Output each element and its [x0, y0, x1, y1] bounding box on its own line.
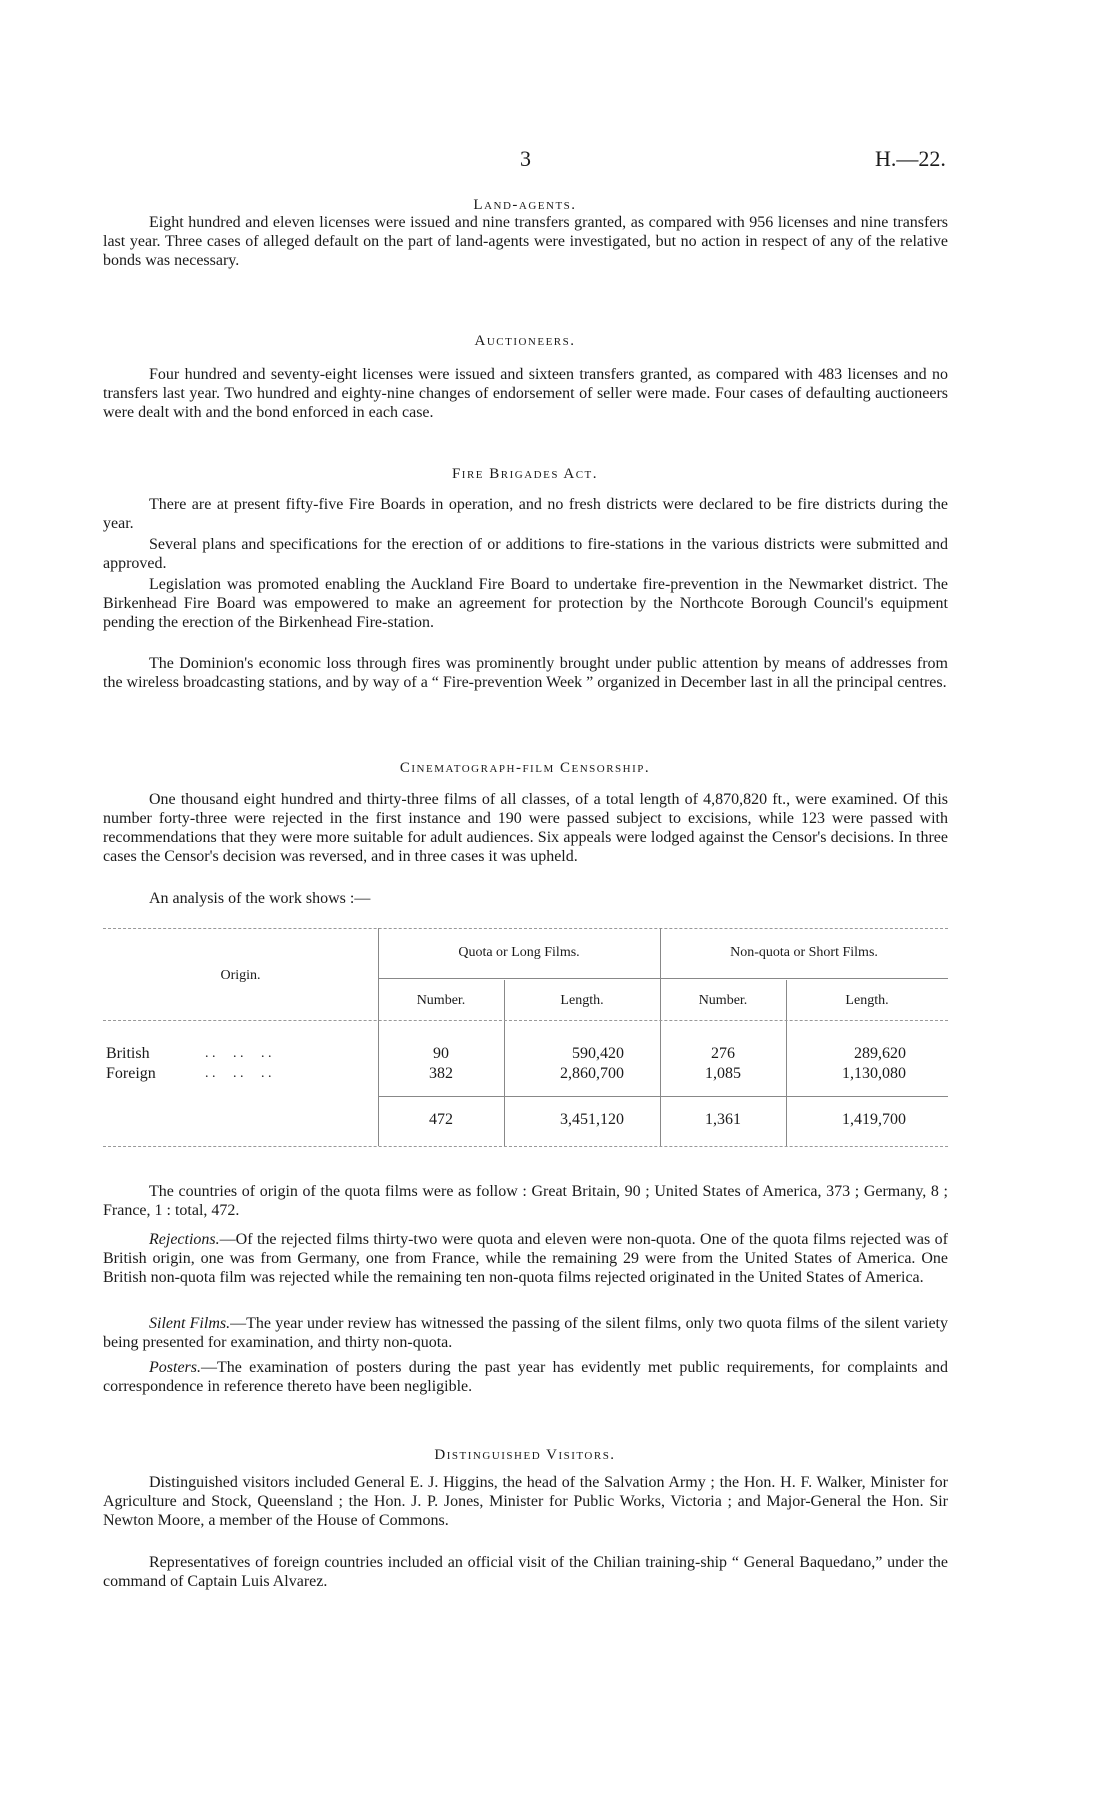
paragraph: Posters.—The examination of posters during the past year has evidently met public requirements, for complaints and correspondence in reference thereto have been negligible. — [103, 1359, 948, 1395]
paragraph: There are at present fifty-five Fire Boards in operation, and no fresh districts were declared to be fire districts during the year. — [103, 496, 948, 532]
table-total-quota-number: 472 — [429, 1111, 453, 1128]
section-heading-visitors: Distinguished Visitors. — [434, 1447, 616, 1463]
paragraph: One thousand eight hundred and thirty-three films of all classes, of a total length of 4,870,820 ft., were examined. Of this number forty-three were rejected in the first instance and 190 were passed subject to excisions, while 123 were passed with recommendations that they were more suitable for adult audiences. Six appeals were lodged against the Censor's decisions. In three cases the Censor's decision was reversed, and in three cases it was upheld. — [103, 791, 948, 865]
table-subheader-rule — [378, 978, 948, 979]
document-reference: H.—22. — [875, 146, 946, 171]
table-cell-origin: British — [106, 1045, 150, 1062]
table-header-origin: Origin. — [220, 968, 261, 983]
table-cell-quota-number: 90 — [433, 1045, 449, 1062]
table-leader-dots: . . . . . . — [205, 1066, 272, 1081]
page-number: 3 — [520, 146, 531, 171]
paragraph: Legislation was promoted enabling the Auckland Fire Board to undertake fire-prevention in the Newmarket district. The Birkenhead Fire Board was empowered to make an agreement for protection by the Northcote Borough Council's equipment pending the erection of the Birkenhead Fire-station. — [103, 576, 948, 631]
section-heading-censorship: Cinematograph-film Censorship. — [399, 760, 651, 776]
table-total-rule — [378, 1096, 948, 1097]
table-cell-quota-length: 590,420 — [572, 1045, 624, 1062]
section-heading-fire-brigades: Fire Brigades Act. — [451, 466, 599, 482]
table-cell-quota-length: 2,860,700 — [560, 1065, 624, 1082]
table-header-length: Length. — [845, 993, 889, 1008]
table-cell-nonquota-number: 1,085 — [705, 1065, 741, 1082]
table-cell-origin: Foreign — [106, 1065, 156, 1082]
paragraph: Representatives of foreign countries included an official visit of the Chilian training-ship “ General Baquedano,” under the command of Captain Luis Alvarez. — [103, 1554, 948, 1590]
paragraph: The countries of origin of the quota films were as follow : Great Britain, 90 ; United States of America, 373 ; Germany, 8 ; France, 1 : total, 472. — [103, 1183, 948, 1219]
table-total-quota-length: 3,451,120 — [560, 1111, 624, 1128]
paragraph-lead-in: Silent Films. — [149, 1315, 231, 1332]
section-heading-auctioneers: Auctioneers. — [474, 333, 576, 349]
paragraph: Several plans and specifications for the erection of or additions to fire-stations in the various districts were submitted and approved. — [103, 536, 948, 572]
table-header-number: Number. — [416, 993, 466, 1008]
table-header-rule — [103, 1020, 948, 1021]
paragraph-lead-in: Posters. — [149, 1359, 201, 1376]
table-top-rule — [103, 928, 948, 929]
table-cell-nonquota-length: 289,620 — [854, 1045, 906, 1062]
paragraph: Silent Films.—The year under review has witnessed the passing of the silent films, only two quota films of the silent variety being presented for examination, and thirty non-quota. — [103, 1315, 948, 1351]
table-bottom-rule — [103, 1146, 948, 1147]
paragraph: Eight hundred and eleven licenses were issued and nine transfers granted, as compared with 956 licenses and nine transfers last year. Three cases of alleged default on the part of land-agents were investigated, but no action in respect of any of the relative bonds was necessary. — [103, 214, 948, 269]
table-leader-dots: . . . . . . — [205, 1046, 272, 1061]
section-heading-land-agents: Land-agents. — [473, 197, 577, 213]
table-total-nonquota-length: 1,419,700 — [842, 1111, 906, 1128]
table-header-nonquota: Non-quota or Short Films. — [730, 945, 878, 960]
table-header-number: Number. — [698, 993, 748, 1008]
table-header-length: Length. — [560, 993, 604, 1008]
paragraph: An analysis of the work shows :— — [149, 890, 371, 907]
paragraph: Distinguished visitors included General E. J. Higgins, the head of the Salvation Army ; the Hon. H. F. Walker, Minister for Agriculture and Stock, Queensland ; the Hon. J. P. Jones, Minister for Public Works, Victoria ; and Major-General the Hon. Sir Newton Moore, a member of the House of Commons. — [103, 1474, 948, 1529]
table-total-nonquota-number: 1,361 — [705, 1111, 741, 1128]
paragraph: Rejections.—Of the rejected films thirty-two were quota and eleven were non-quota. One of the quota films rejected was of British origin, one was from Germany, one from France, while the remaining 29 were from the United States of America. One British non-quota film was rejected while the remaining ten non-quota films rejected originated in the United States of America. — [103, 1231, 948, 1286]
table-header-quota: Quota or Long Films. — [458, 945, 580, 960]
table-cell-nonquota-number: 276 — [711, 1045, 735, 1062]
table-cell-nonquota-length: 1,130,080 — [842, 1065, 906, 1082]
table-cell-quota-number: 382 — [429, 1065, 453, 1082]
paragraph-lead-in: Rejections. — [149, 1231, 220, 1248]
paragraph: Four hundred and seventy-eight licenses were issued and sixteen transfers granted, as compared with 483 licenses and no transfers last year. Two hundred and eighty-nine changes of endorsement of seller were made. Four cases of defaulting auctioneers were dealt with and the bond enforced in each case. — [103, 366, 948, 421]
paragraph: The Dominion's economic loss through fires was prominently brought under public attention by means of addresses from the wireless broadcasting stations, and by way of a “ Fire-prevention Week ” organized in December last in all the principal centres. — [103, 655, 948, 691]
